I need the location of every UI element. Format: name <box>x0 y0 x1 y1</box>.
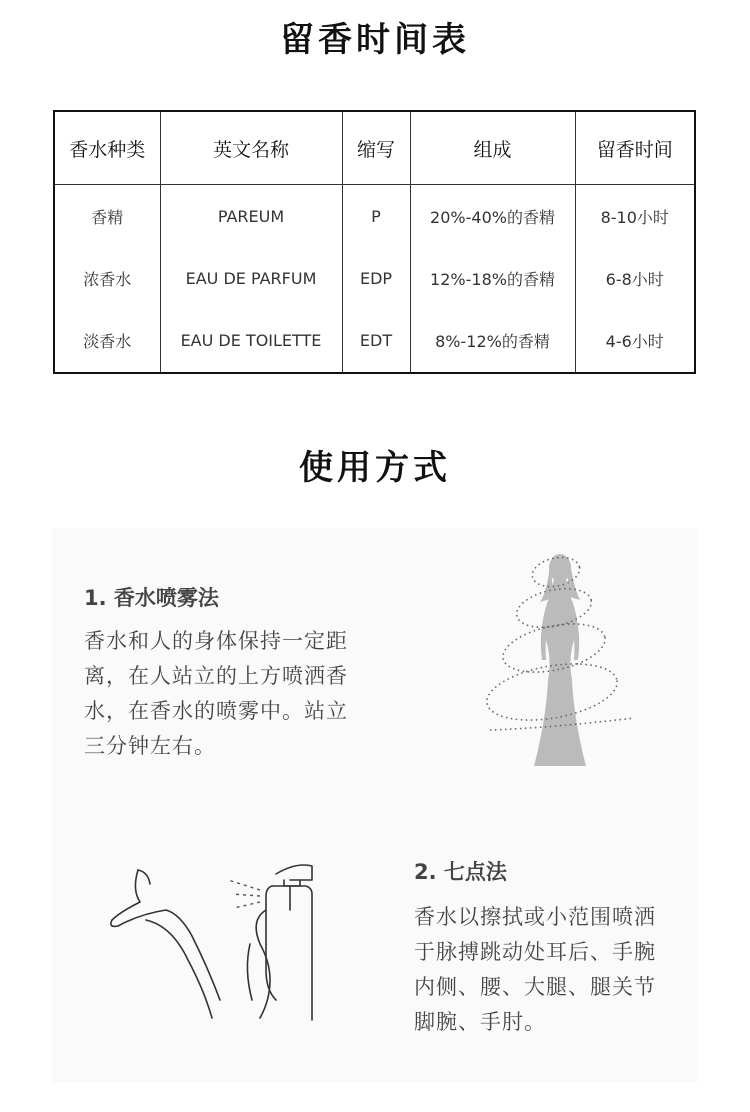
cell-duration: 4-6小时 <box>575 310 695 373</box>
cell-type: 浓香水 <box>54 247 160 309</box>
wrist-spray-illustration <box>100 850 340 1030</box>
woman-spray-illustration <box>470 540 650 780</box>
cell-duration: 8-10小时 <box>575 185 695 248</box>
method-2-line: 内侧、腰、大腿、腿关节 <box>414 975 656 999</box>
header-english-name: 英文名称 <box>160 111 342 185</box>
cell-duration: 6-8小时 <box>575 247 695 309</box>
cell-english-name: EAU DE TOILETTE <box>160 310 342 373</box>
usage-method-title: 使用方式 <box>299 448 451 488</box>
perfume-duration-table <box>53 110 696 374</box>
table-header-row <box>54 111 695 185</box>
method-1-title: 1. 香水喷雾法 <box>84 586 219 610</box>
cell-abbreviation: EDT <box>342 310 410 373</box>
method-2-line: 脚腕、手肘。 <box>414 1010 546 1034</box>
method-1-line: 香水和人的身体保持一定距 <box>84 629 348 653</box>
header-duration: 留香时间 <box>575 111 695 185</box>
cell-english-name: EAU DE PARFUM <box>160 247 342 309</box>
cell-composition: 12%-18%的香精 <box>410 247 575 309</box>
cell-composition: 8%-12%的香精 <box>410 310 575 373</box>
table-row <box>54 247 695 309</box>
cell-abbreviation: P <box>342 185 410 248</box>
cell-abbreviation: EDP <box>342 247 410 309</box>
cell-type: 淡香水 <box>54 310 160 373</box>
method-1-line: 三分钟左右。 <box>84 734 216 758</box>
method-1-description <box>84 624 374 764</box>
table-row <box>54 310 695 373</box>
perfume-duration-title: 留香时间表 <box>280 20 470 60</box>
method-2-line: 香水以擦拭或小范围喷洒 <box>414 905 656 929</box>
cell-composition: 20%-40%的香精 <box>410 185 575 248</box>
cell-english-name: PAREUM <box>160 185 342 248</box>
method-1-line: 离，在人站立的上方喷洒香 <box>84 664 348 688</box>
header-composition: 组成 <box>410 111 575 185</box>
method-1-line: 水，在香水的喷雾中。站立 <box>84 699 348 723</box>
method-2-line: 于脉搏跳动处耳后、手腕 <box>414 940 656 964</box>
header-type: 香水种类 <box>54 111 160 185</box>
method-2-title: 2. 七点法 <box>414 860 507 884</box>
table-row <box>54 185 695 248</box>
cell-type: 香精 <box>54 185 160 248</box>
header-abbreviation: 缩写 <box>342 111 410 185</box>
method-2-description <box>414 900 679 1040</box>
